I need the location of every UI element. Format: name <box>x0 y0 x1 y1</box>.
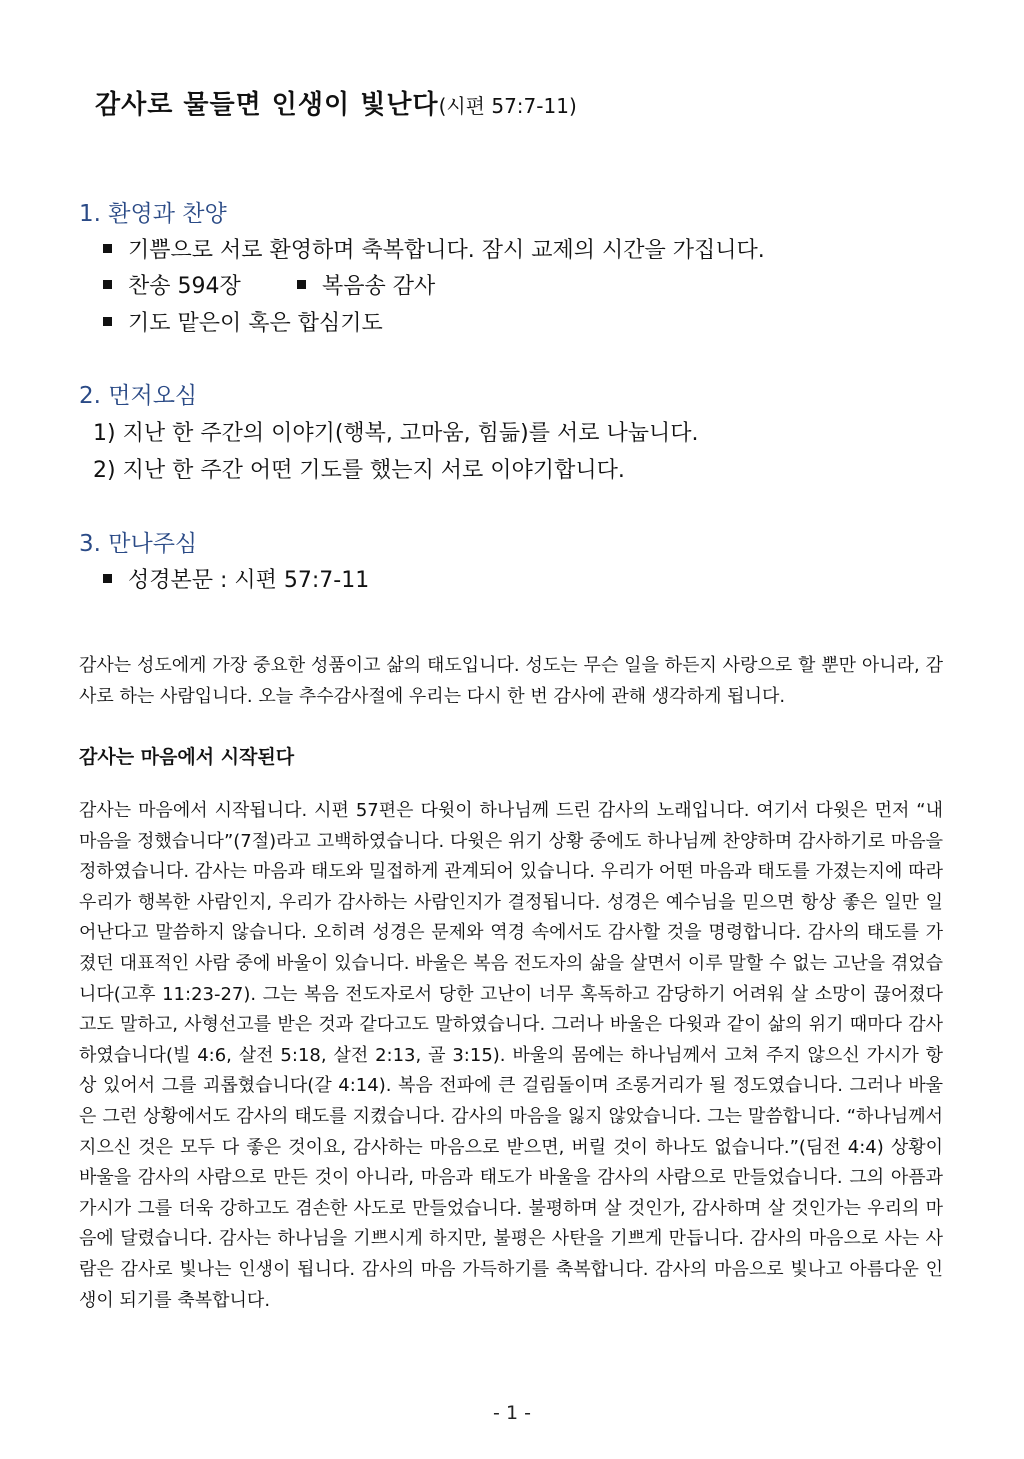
page-number: - 1 - <box>493 1402 531 1424</box>
list-item: 찬송 594장 <box>103 269 241 300</box>
title-main: 감사로 물들면 인생이 빛난다 <box>95 90 439 120</box>
section-heading-welcome: 1. 환영과 찬양 <box>79 201 227 227</box>
list-item: 성경본문 : 시편 57:7-11 <box>103 563 369 594</box>
title-reference: (시편 57:7-11) <box>438 94 577 118</box>
list-item: 2) 지난 한 주간 어떤 기도를 했는지 서로 이야기합니다. <box>93 458 625 483</box>
intro-paragraph: 감사는 성도에게 가장 중요한 성품이고 삶의 태도입니다. 성도는 무슨 일을 하든지 사랑으로 할 뿐만 아니라, 감사로 하는 사람입니다. 오늘 추수감사절에 우리는 다시 한 번 감사에 관해 생각하게 됩니다. <box>79 655 943 707</box>
square-bullet-icon <box>103 317 112 326</box>
body-paragraph: 감사는 마음에서 시작됩니다. 시편 57편은 다윗이 하나님께 드린 감사의 노래입니다. 여기서 다윗은 먼저 “내 마음을 정했습니다”(7절)라고 고백하였습니다. 다윗은 위기 상황 중에도 하나님께 찬양하며 감사하기로 마음을 정하였습니다. 감사는 마음과 태도와 밀접하게 관계되어 있습니다. 우리가 어떤 마음과 태도를 가졌는지에 따라 우리가 행복한 사람인지, 우리가 감사하는 사람인지가 결정됩니다. 성경은 예수님을 믿으면 항상 좋은 일만 일어난다고 말씀하지 않습니다. 오히려 성경은 문제와 역경 속에서도 감사할 것을 명령합니다. 감사의 태도를 가졌던 대표적인 사람 중에 바울이 있습니다. 바울은 복음 전도자의 삶을 살면서 이루 말할 수 없는 고난을 겪었습니다(고후 11:23-27). 그는 복음 전도자로서 당한 고난이 너무 혹독하고 감당하기 어려워 살 소망이 끊어졌다고도 말하고, 사형선고를 받은 것과 같다고도 말하였습니다. 그러나 바울은 다윗과 같이 삶의 위기 때마다 감사하였습니다(빌 4:6, 살전 5:18, 살전 2:13, 골 3:15). 바울의 몸에는 하나님께서 고쳐 주지 않으신 가시가 항상 있어서 그를 괴롭혔습니다(갈 4:14). 복음 전파에 큰 걸림돌이며 조롱거리가 될 정도였습니다. 그러나 바울은 그런 상황에서도 감사의 태도를 지켰습니다. 감사의 마음을 잃지 않았습니다. 그는 말씀합니다. “하나님께서 지으신 것은 모두 다 좋은 것이요, 감사하는 마음으로 받으면, 버릴 것이 하나도 없습니다.”(딤전 4:4) 상황이 바울을 감사의 사람으로 만든 것이 아니라, 마음과 태도가 바울을 감사의 사람으로 만들었습니다. 그의 아픔과 가시가 그를 더욱 강하고도 겸손한 사도로 만들었습니다. 불평하며 살 것인가, 감사하며 살 것인가는 우리의 마음에 달렸습니다. 감사는 하나님을 기쁘시게 하지만, 불평은 사탄을 기쁘게 만듭니다. 감사의 마음으로 사는 사람은 감사로 빛나는 인생이 됩니다. 감사의 마음 가득하기를 축복합니다. 감사의 마음으로 빛나고 아름다운 인생이 되기를 축복합니다. <box>79 800 943 1311</box>
square-bullet-icon <box>103 280 112 289</box>
list-item: 복음송 감사 <box>297 269 435 300</box>
square-bullet-icon <box>297 280 306 289</box>
document-title <box>95 84 577 121</box>
body-subheading: 감사는 마음에서 시작된다 <box>79 746 295 768</box>
section-heading-meeting: 3. 만나주심 <box>79 531 198 557</box>
square-bullet-icon <box>103 244 112 253</box>
list-item: 기도 맡은이 혹은 합심기도 <box>103 306 383 337</box>
square-bullet-icon <box>103 574 112 583</box>
list-item: 기쁨으로 서로 환영하며 축복합니다. 잠시 교제의 시간을 가집니다. <box>103 233 765 264</box>
list-item: 1) 지난 한 주간의 이야기(행복, 고마움, 힘듦)를 서로 나눕니다. <box>93 421 699 446</box>
section-heading-first: 2. 먼저오심 <box>79 383 198 409</box>
